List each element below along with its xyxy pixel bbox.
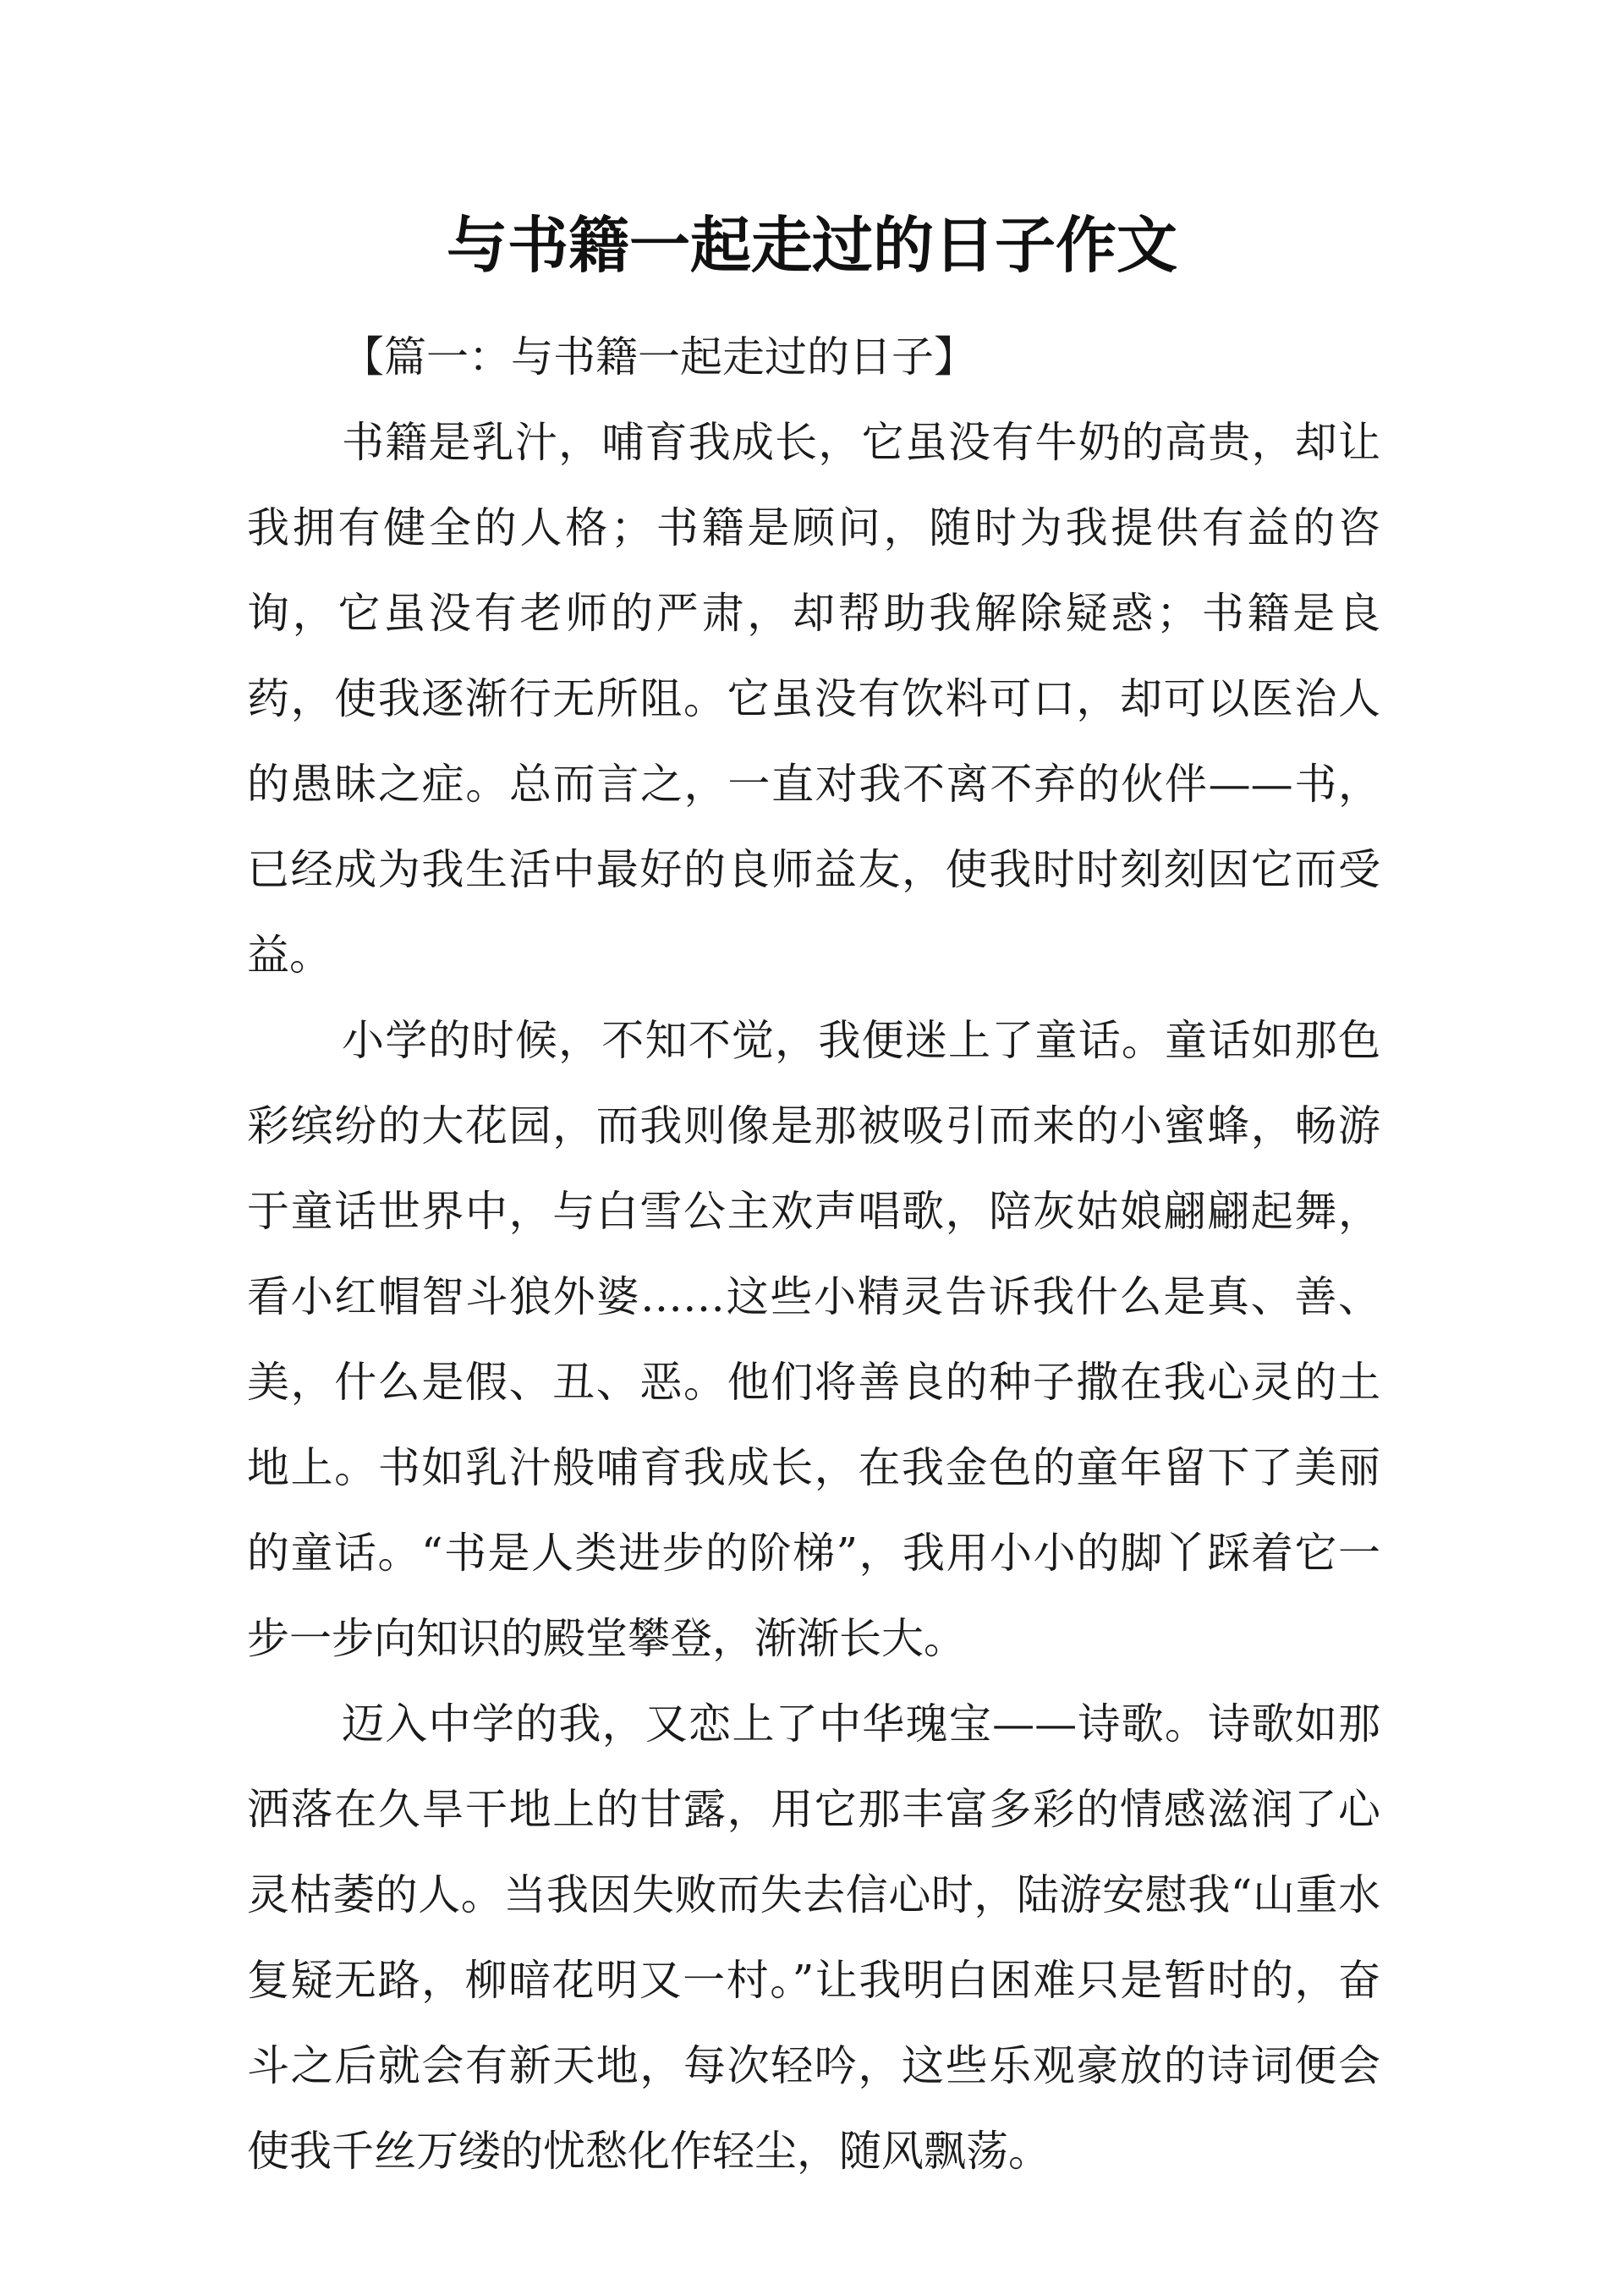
paragraph: 迈入中学的我，又恋上了中华瑰宝——诗歌。诗歌如那洒落在久旱干地上的甘露，用它那丰富多彩的情感滋润了心灵枯萎的人。当我因失败而失去信心时，陆游安慰我“山重水复疑无路，柳暗花明又一村。”让我明白困难只是暂时的，奋斗之后就会有新天地，每次轻吟，这些乐观豪放的诗词便会使我千丝万缕的忧愁化作轻尘，随风飘荡。 xyxy=(247,1699,1380,2176)
section-heading: 【篇一：与书籍一起走过的日子】 xyxy=(342,332,976,382)
document-body xyxy=(247,315,1380,2194)
paragraph: 小学的时候，不知不觉，我便迷上了童话。童话如那色彩缤纷的大花园，而我则像是那被吸引而来的小蜜蜂，畅游于童话世界中，与白雪公主欢声唱歌，陪灰姑娘翩翩起舞，看小红帽智斗狼外婆……这些小精灵告诉我什么是真、善、美，什么是假、丑、恶。他们将善良的种子撒在我心灵的土地上。书如乳汁般哺育我成长，在我金色的童年留下了美丽的童话。“书是人类进步的阶梯”，我用小小的脚丫踩着它一步一步向知识的殿堂攀登，渐渐长大。 xyxy=(247,1016,1380,1663)
document-title: 与书籍一起走过的日子作文 xyxy=(446,210,1177,281)
paragraph: 书籍是乳汁，哺育我成长，它虽没有牛奶的高贵，却让我拥有健全的人格；书籍是顾问，随时为我提供有益的咨询，它虽没有老师的严肃，却帮助我解除疑惑；书籍是良药，使我逐渐行无所阻。它虽没有饮料可口，却可以医治人的愚昧之症。总而言之，一直对我不离不弃的伙伴——书，已经成为我生活中最好的良师益友，使我时时刻刻因它而受益。 xyxy=(247,418,1380,980)
